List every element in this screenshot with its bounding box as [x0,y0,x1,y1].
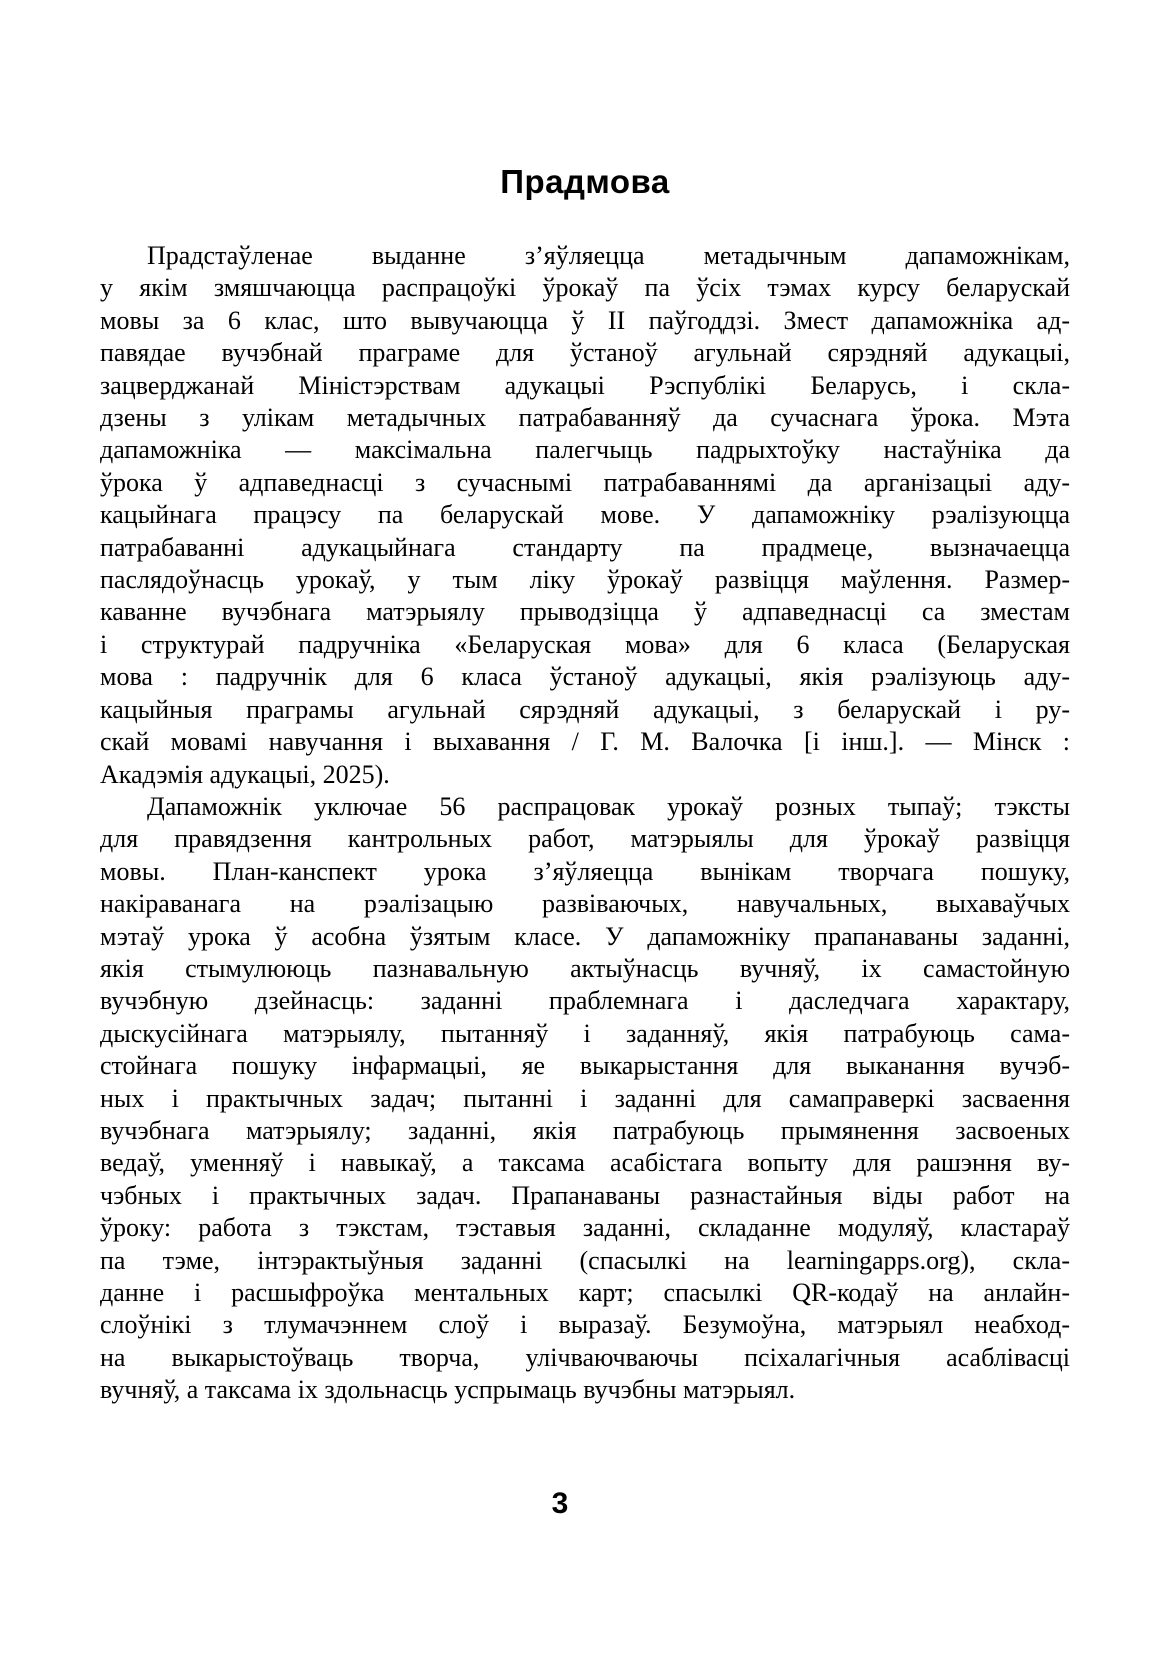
text-line: мэтаў урока ў асобна ўзятым класе. У дапаможніку прапанаваны заданні, [100,921,1070,951]
body-text [100,240,1070,1407]
text-line: для правядзення кантрольных работ, матэрыялы для ўрокаў развіцця [100,824,1070,854]
page-number: 3 [551,1487,569,1520]
text-line: на выкарыстоўваць творча, улічваючваючы псіхалагічныя асаблівасці [100,1342,1070,1372]
text-line: скай мовамі навучання і выхавання / Г. М. Валочка [і інш.]. — Мінск : [100,727,1070,757]
text-line: вучняў, а таксама іх здольнасць успрымаць вучэбны матэрыял. [100,1375,796,1405]
text-line: каванне вучэбнага матэрыялу прыводзіцца ў адпаведнасці са зместам [100,597,1070,627]
text-line: патрабаванні адукацыйнага стандарту па прадмеце, вызначаецца [100,532,1070,562]
text-line: данне і расшыфроўка ментальных карт; спасылкі QR-кодаў на анлайн- [100,1278,1070,1307]
text-line: якія стымулююць пазнавальную актыўнасць вучняў, іх самастойную [100,953,1070,983]
page-title: Прадмова [500,163,670,200]
text-line: павядае вучэбнай праграме для ўстаноў агульнай сярэдняй адукацыі, [100,338,1070,368]
text-line: Дапаможнік уключае 56 распрацовак урокаў розных тыпаў; тэксты [147,791,1070,821]
text-line: ведаў, уменняў і навыкаў, а таксама асабістага вопыту для рашэння ву- [100,1148,1070,1178]
text-line: вучэбную дзейнасць: заданні праблемнага і даследчага характару, [100,986,1070,1016]
text-line: накіраванага на рэалізацыю развіваючых, навучальных, выхаваўчых [100,889,1070,919]
text-line: дзены з улікам метадычных патрабаванняў да сучаснага ўрока. Мэта [100,403,1070,433]
text-line: стойнага пошуку інфармацыі, яе выкарыстання для выканання вучэб- [100,1051,1070,1081]
text-line: Прадстаўленае выданне з’яўляецца метадычным дапаможнікам, [147,241,1070,270]
text-line: дапаможніка — максімальна палегчыць падрыхтоўку настаўніка да [100,435,1070,465]
text-line: па тэме, інтэрактыўныя заданні (спасылкі на learningapps.org), скла- [100,1245,1070,1275]
text-line: вучэбнага матэрыялу; заданні, якія патрабуюць прымянення засвоеных [100,1115,1070,1145]
text-line: мовы за 6 клас, што вывучаюцца ў II паўгоддзі. Змест дапаможніка ад- [100,305,1070,335]
text-line: у якім змяшчаюцца распрацоўкі ўрокаў па ўсіх тэмах курсу беларускай [100,273,1070,303]
text-line: ных і практычных задач; пытанні і заданні для самаправеркі засваення [100,1083,1070,1113]
text-line: кацыйнага працэсу па беларускай мове. У дапаможніку рэалізуюцца [100,500,1070,530]
text-line: зацверджанай Міністэрствам адукацыі Рэспублікі Беларусь, і скла- [100,370,1070,400]
text-line: і структурай падручніка «Беларуская мова» для 6 класа (Беларуская [100,629,1070,659]
text-line: паслядоўнасць урокаў, у тым ліку ўрокаў развіцця маўлення. Размер- [100,565,1070,595]
text-line: ўрока ў адпаведнасці з сучаснымі патрабаваннямі да арганізацыі аду- [100,467,1070,497]
text-line: чэбных і практычных задач. Прапанаваны разнастайныя віды работ на [100,1180,1070,1210]
text-line: ўроку: работа з тэкстам, тэставыя заданні, складанне модуляў, кластараў [100,1213,1070,1243]
text-line: дыскусійнага матэрыялу, пытанняў і заданняў, якія патрабуюць сама- [100,1018,1070,1048]
text-line: мова : падручнік для 6 класа ўстаноў адукацыі, якія рэалізуюць аду- [100,662,1070,692]
text-line: кацыйныя праграмы агульнай сярэдняй адукацыі, з беларускай і ру- [100,694,1070,724]
text-line: Акадэмія адукацыі, 2025). [100,759,390,789]
text-line: слоўнікі з тлумачэннем слоў і выразаў. Безумоўна, матэрыял неабход- [100,1310,1070,1340]
text-line: мовы. План-канспект урока з’яўляецца вынікам творчага пошуку, [100,856,1070,886]
